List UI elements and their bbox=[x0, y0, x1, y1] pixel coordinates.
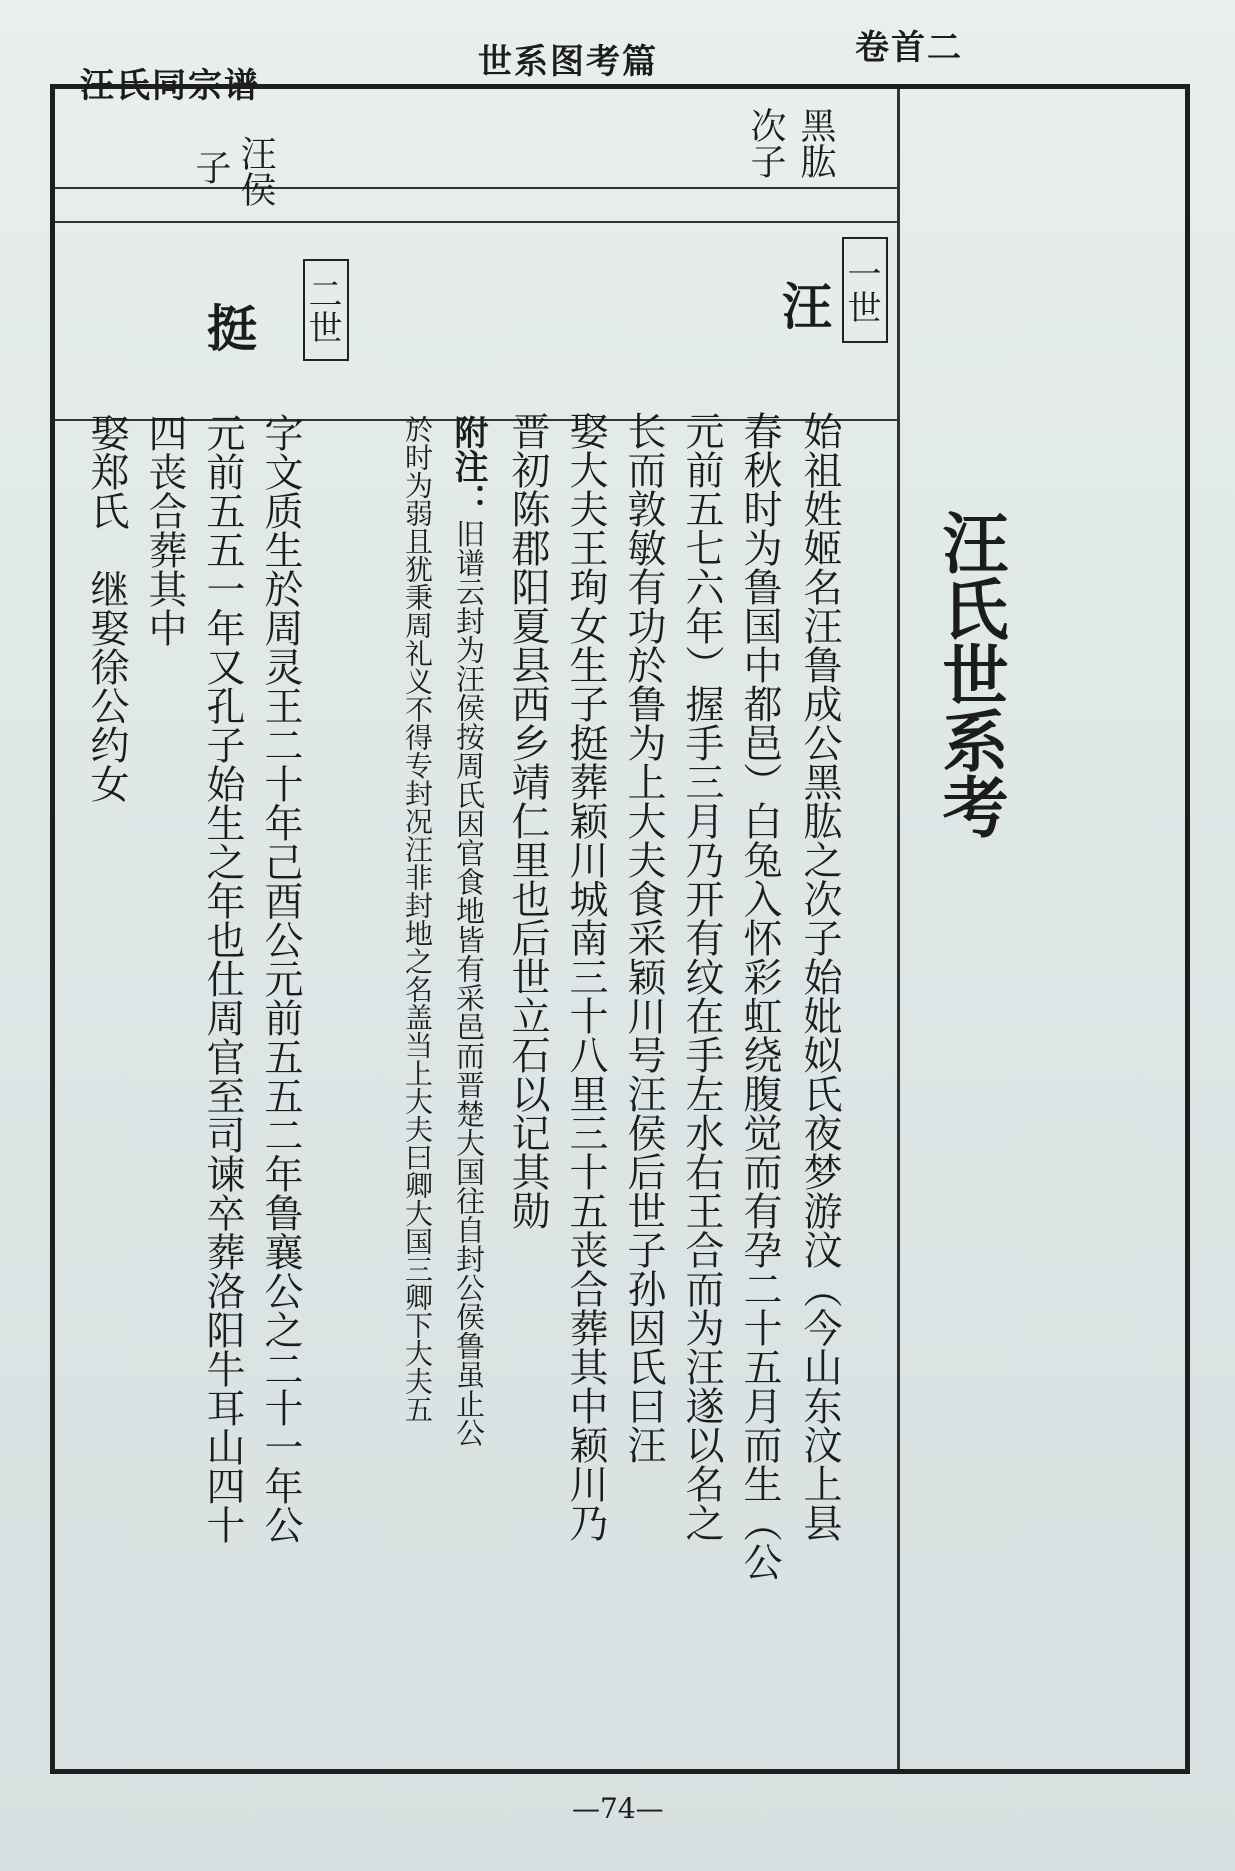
text-column-7: 字文质生於周灵王二十年己酉公元前五五二年鲁襄公之二十一年公 bbox=[258, 413, 303, 1544]
text-column-2: 春秋时为鲁国中都邑）白兔入怀彩虹绕腹觉而有孕二十五月而生（公 bbox=[737, 411, 782, 1581]
text-column-9: 四丧合葬其中 bbox=[142, 413, 187, 647]
text-column-3: 元前五七六年）握手三月乃开有纹在手左水右王合而为汪遂以名之 bbox=[679, 411, 724, 1542]
section-title: 世系图考篇 bbox=[478, 42, 658, 82]
first-gen-father: 黑肱 bbox=[795, 107, 836, 179]
text-column-4: 长而敦敏有功於鲁为上大夫食采颖川号汪侯后世子孙因氏曰汪 bbox=[621, 411, 666, 1464]
side-title-divider bbox=[897, 89, 900, 1769]
text-column-1: 始祖姓姬名汪鲁成公黑肱之次子始妣姒氏夜梦游汶（今山东汶上县 bbox=[797, 411, 842, 1542]
book-title: 汪氏同宗谱 bbox=[80, 66, 260, 106]
content-frame bbox=[50, 84, 1190, 1774]
row-divider-1 bbox=[55, 187, 897, 189]
text-column-6: 晋初陈郡阳夏县西乡靖仁里也后世立石以记其勋 bbox=[505, 411, 550, 1230]
second-generation-name: 挺 bbox=[207, 299, 257, 358]
second-generation-label: 二世 bbox=[303, 259, 349, 361]
volume-label: 卷首二 bbox=[855, 28, 963, 68]
text-column-5: 娶大夫王珣女生子挺葬颖川城南三十八里三十五丧合葬其中颖川乃 bbox=[563, 411, 608, 1542]
note-column-2: 於时为弱且犹秉周礼义不得专封况汪非封地之名盖当上大夫曰卿大国三卿下大夫五 bbox=[401, 415, 434, 1423]
note-label: 附注： bbox=[448, 415, 488, 517]
side-title: 汪氏世系考 bbox=[931, 509, 1009, 839]
note-column-1: 旧谱云封为汪侯按周氏因官食地皆有采邑而晋楚大国往自封公侯鲁虽止公 bbox=[452, 519, 486, 1447]
page-number: —74— bbox=[572, 1792, 664, 1825]
row-divider-2 bbox=[55, 221, 897, 223]
text-column-8: 元前五五一年又孔子始生之年也仕周官至司谏卒葬洛阳牛耳山四十 bbox=[200, 413, 245, 1544]
second-gen-father: 汪侯 bbox=[235, 135, 276, 207]
first-gen-relation: 次子 bbox=[745, 107, 786, 179]
first-generation-name: 汪 bbox=[782, 277, 832, 336]
second-gen-relation: 子 bbox=[190, 149, 231, 185]
text-column-10: 娶郑氏 继娶徐公约女 bbox=[84, 413, 129, 803]
first-generation-label: 一世 bbox=[842, 237, 888, 343]
